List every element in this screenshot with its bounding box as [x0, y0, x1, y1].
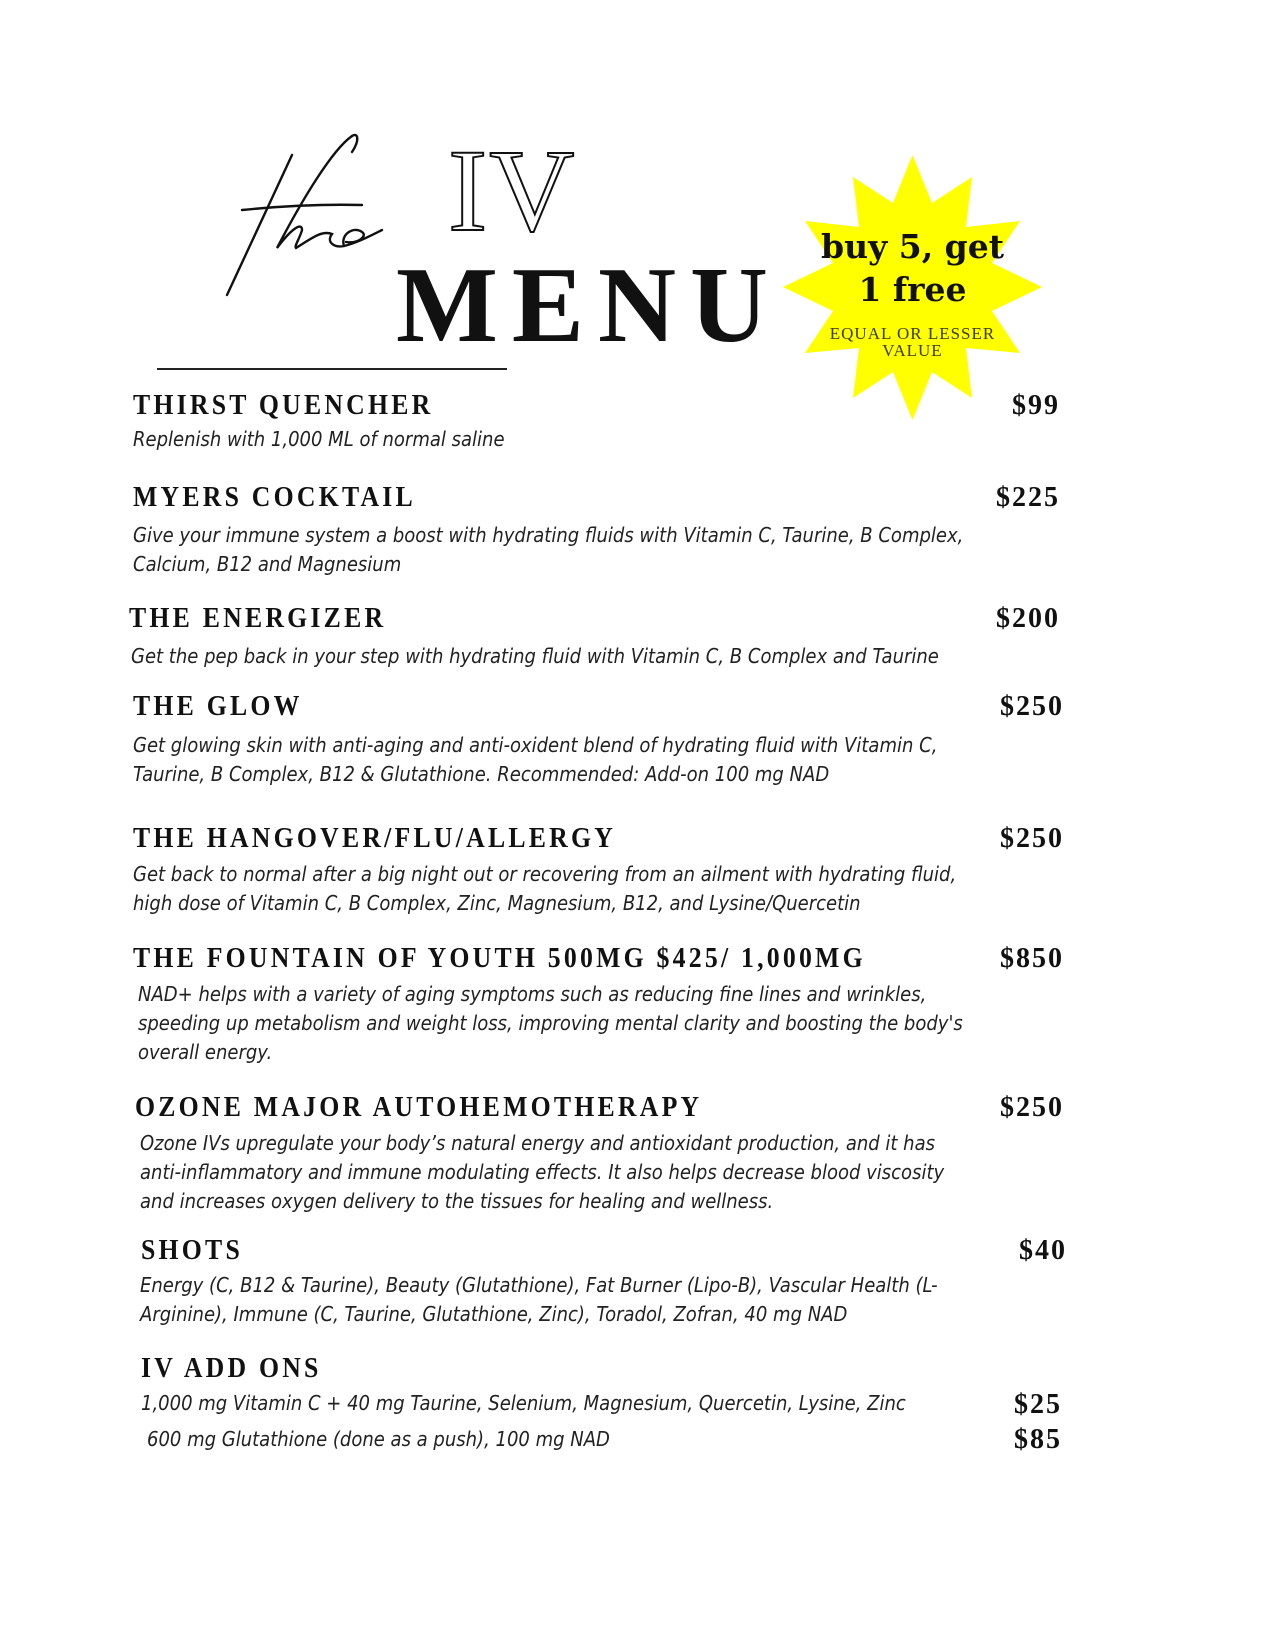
item-price: $40	[1019, 1235, 1067, 1266]
item-price: $99	[1012, 390, 1060, 421]
addon-desc: 600 mg Glutathione (done as a push), 100 mg NAD	[147, 1427, 610, 1451]
item-desc: speeding up metabolism and weight loss, improving mental clarity and boosting the body's	[138, 1011, 963, 1035]
item-price: $250	[1000, 1092, 1064, 1123]
promo-sub-2: VALUE	[882, 341, 943, 360]
item-price: $250	[1000, 691, 1064, 722]
title-menu: MENU	[396, 246, 782, 365]
item-desc: NAD+ helps with a variety of aging symptoms such as reducing fine lines and wrinkles,	[138, 982, 927, 1006]
addon-desc: 1,000 mg Vitamin C + 40 mg Taurine, Selenium, Magnesium, Quercetin, Lysine, Zinc	[141, 1391, 906, 1415]
item-desc: Replenish with 1,000 ML of normal saline	[133, 427, 505, 451]
item-desc: anti-inflammatory and immune modulating effects. It also helps decrease blood viscosity	[140, 1160, 945, 1184]
item-price: $225	[996, 482, 1060, 513]
item-name: SHOTS	[141, 1235, 244, 1266]
item-name: THE GLOW	[133, 691, 303, 722]
item-name: THIRST QUENCHER	[133, 390, 434, 421]
item-name: MYERS COCKTAIL	[133, 482, 416, 513]
item-desc: Taurine, B Complex, B12 & Glutathione. Recommended: Add-on 100 mg NAD	[133, 762, 830, 786]
item-price: $200	[996, 603, 1060, 634]
item-desc: and increases oxygen delivery to the tissues for healing and wellness.	[140, 1189, 774, 1213]
promo-line-1: buy 5, get	[821, 227, 1004, 266]
item-price: $850	[1000, 943, 1064, 974]
item-desc: Ozone IVs upregulate your body’s natural energy and antioxidant production, and it has	[140, 1131, 936, 1155]
item-desc: Get back to normal after a big night out or recovering from an ailment with hydrating fluid,	[133, 862, 957, 886]
item-desc: Energy (C, B12 & Taurine), Beauty (Glutathione), Fat Burner (Lipo-B), Vascular Health (L-	[140, 1273, 938, 1297]
addon-price: $25	[1014, 1389, 1062, 1420]
item-desc: high dose of Vitamin C, B Complex, Zinc, Magnesium, B12, and Lysine/Quercetin	[133, 891, 861, 915]
title-divider	[157, 368, 507, 370]
script-the-logo	[222, 130, 422, 300]
item-desc: Get the pep back in your step with hydrating fluid with Vitamin C, B Complex and Taurine	[131, 644, 939, 668]
item-desc: Calcium, B12 and Magnesium	[133, 552, 402, 576]
addon-price: $85	[1014, 1424, 1062, 1455]
item-name: THE FOUNTAIN OF YOUTH 500MG $425/ 1,000MG	[133, 943, 866, 974]
item-name: THE ENERGIZER	[129, 603, 387, 634]
title-iv: IV	[448, 125, 577, 256]
item-desc: Give your immune system a boost with hydrating fluids with Vitamin C, Taurine, B Complex,	[133, 523, 964, 547]
promo-starburst-badge	[780, 155, 1045, 420]
item-desc: overall energy.	[138, 1040, 273, 1064]
item-desc: Arginine), Immune (C, Taurine, Glutathione, Zinc), Toradol, Zofran, 40 mg NAD	[140, 1302, 848, 1326]
promo-sub-1: EQUAL OR LESSER	[829, 324, 996, 343]
promo-line-2: 1 free	[858, 270, 967, 309]
item-desc: Get glowing skin with anti-aging and anti-oxident blend of hydrating fluid with Vitamin C,	[133, 733, 938, 757]
item-name: THE HANGOVER/FLU/ALLERGY	[133, 823, 617, 854]
item-price: $250	[1000, 823, 1064, 854]
item-name: OZONE MAJOR AUTOHEMOTHERAPY	[135, 1092, 703, 1123]
addons-title: IV ADD ONS	[141, 1353, 322, 1384]
